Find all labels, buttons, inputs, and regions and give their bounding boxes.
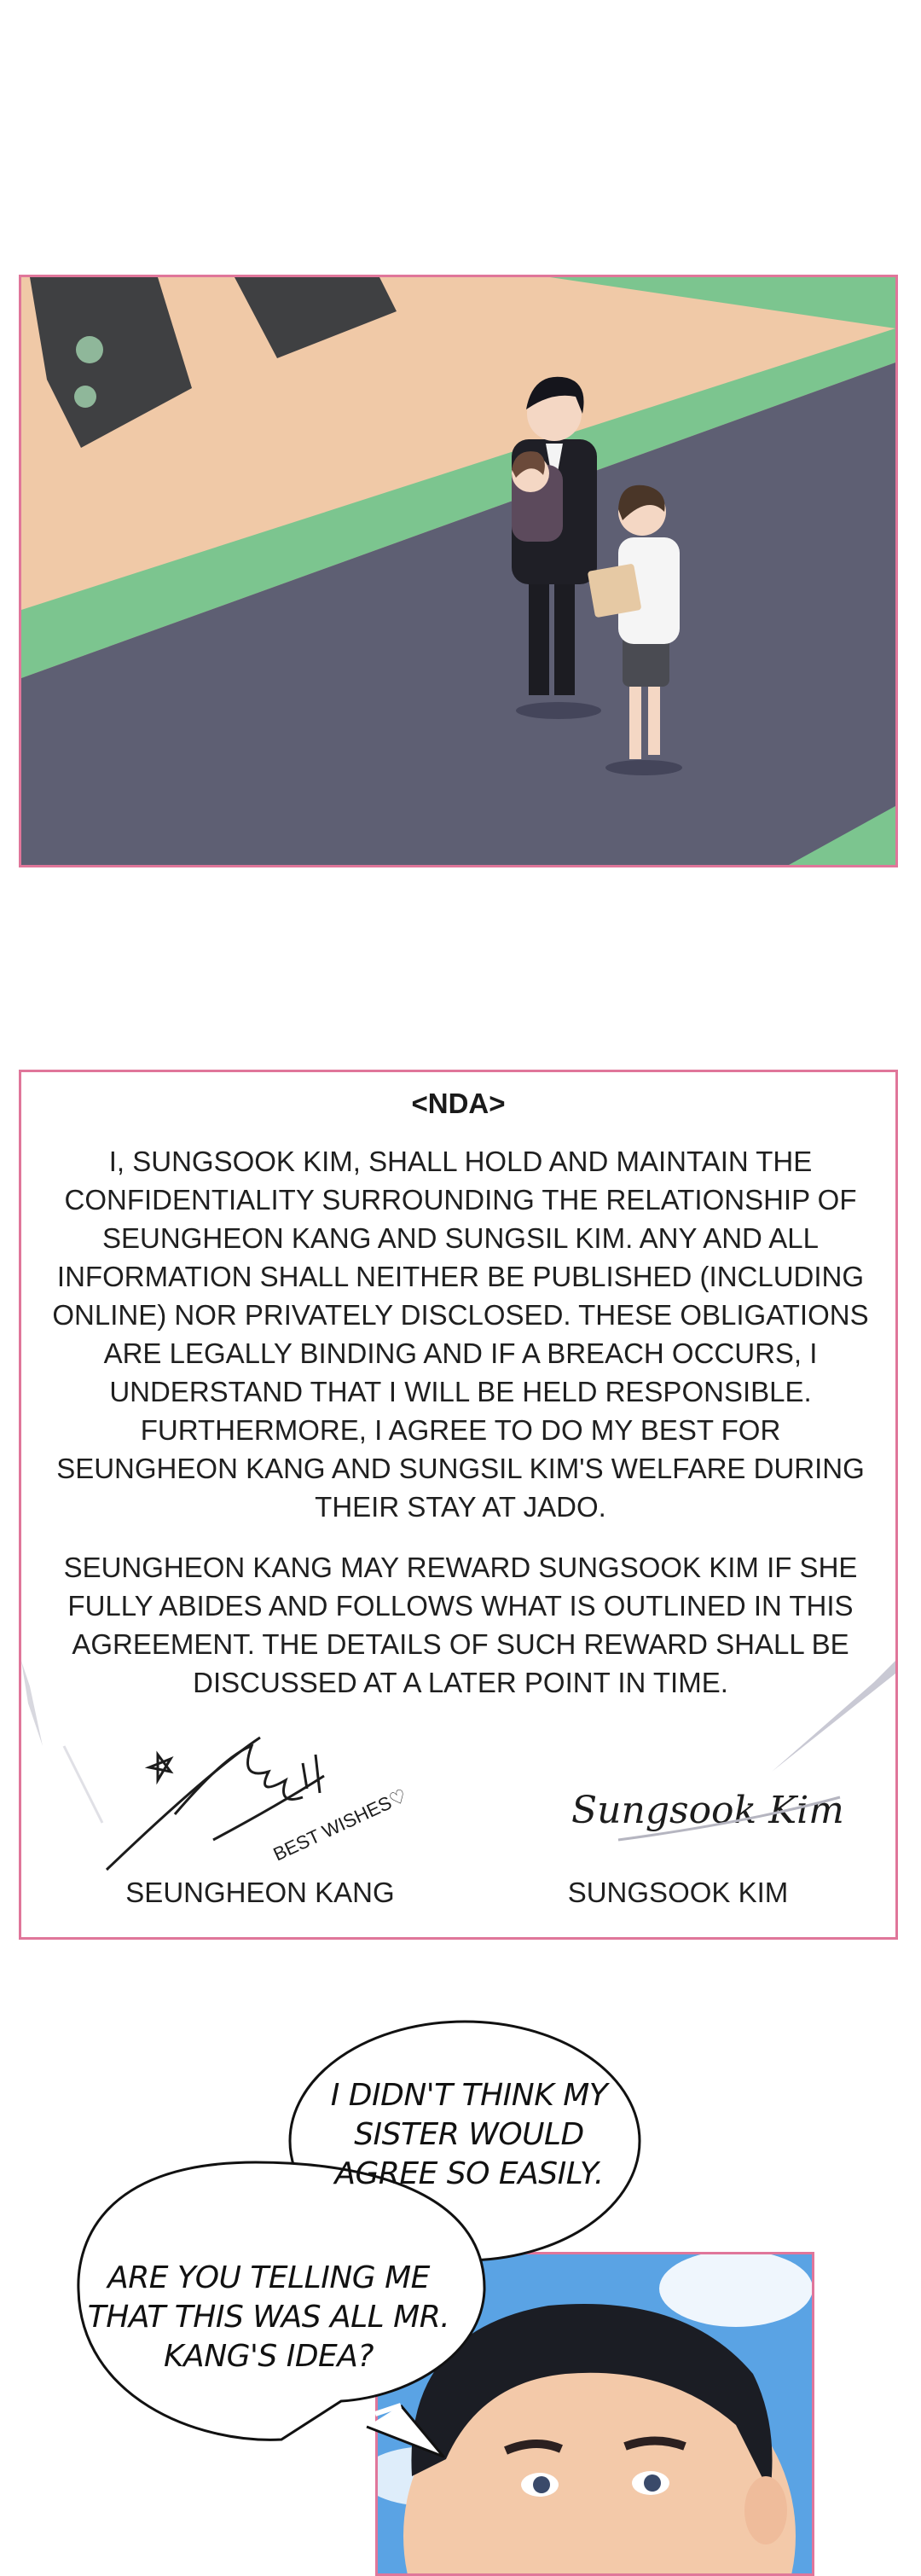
nda-paragraph-2: SEUNGHEON KANG MAY REWARD SUNGSOOK KIM IF SHE FULLY ABIDES AND FOLLOWS WHAT IS OUTLINED IN THIS AGREEMENT. THE DETAILS OF SUCH REWARD SHALL BE DISCUSSED AT A LATER POINT IN TIME. <box>63 1552 858 1698</box>
signature-left-note: BEST WISHES♡ <box>269 1784 410 1865</box>
signature-left-name: SEUNGHEON KANG <box>125 1877 395 1908</box>
nda-paragraph-1: I, SUNGSOOK KIM, SHALL HOLD AND MAINTAIN THE CONFIDENTIALITY SURROUNDING THE RELATIONSHIP OF SEUNGHEON KANG AND SUNGSIL KIM. ANY AND ALL INFORMATION SHALL NEITHER BE PUBLISHED (INCLUDING ONLINE) NOR PRIVATELY DISCLOSED. THESE OBLIGATIONS ARE LEGALLY BINDING AND IF A BREACH OCCURS, I UNDERSTAND THAT I WILL BE HELD RESPONSIBLE. FURTHERMORE, I AGREE TO DO MY BEST FOR SEUNGHEON KANG AND SUNGSIL KIM'S WELFARE DURING THEIR STAY AT JADO. <box>52 1146 869 1523</box>
speech-bubble-2-text: ARE YOU TELLING ME THAT THIS WAS ALL MR. KANG'S IDEA? <box>87 2260 450 2374</box>
speech-bubble-1-text: I DIDN'T THINK MY SISTER WOULD AGREE SO EASILY. <box>330 2078 608 2191</box>
signature-sungsook-kim: Sungsook Kim <box>571 1789 844 1832</box>
signature-right-name: SUNGSOOK KIM <box>567 1877 789 1908</box>
street-scene-panel <box>19 275 898 867</box>
street-illustration <box>21 277 895 865</box>
nda-title: <NDA> <box>411 1088 506 1119</box>
nda-document <box>19 1070 898 1940</box>
